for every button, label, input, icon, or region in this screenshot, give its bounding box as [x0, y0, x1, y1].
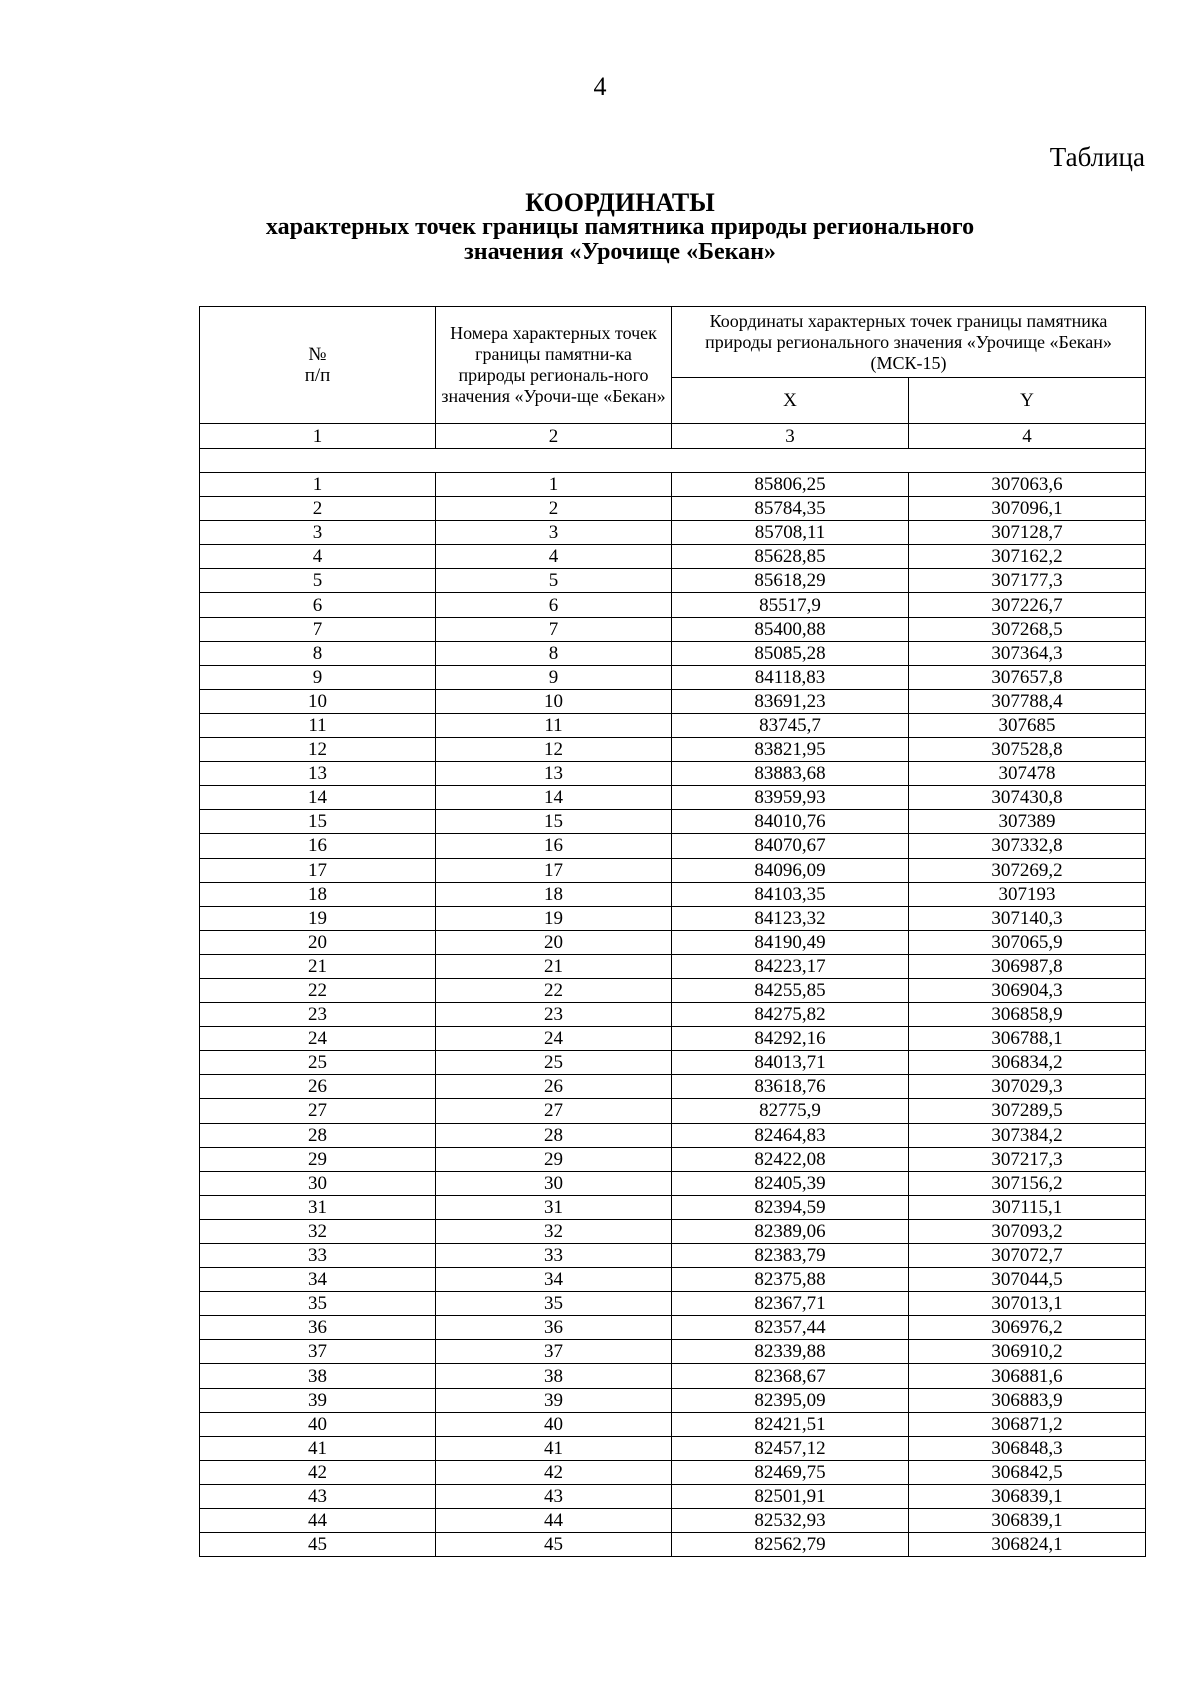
cell-row-number: 10	[200, 689, 436, 713]
cell-point-number: 41	[436, 1436, 672, 1460]
cell-point-number: 33	[436, 1244, 672, 1268]
cell-y: 307332,8	[909, 834, 1146, 858]
cell-row-number: 5	[200, 569, 436, 593]
cell-y: 307013,1	[909, 1292, 1146, 1316]
cell-x: 85628,85	[672, 545, 909, 569]
cell-x: 84123,32	[672, 906, 909, 930]
cell-x: 82339,88	[672, 1340, 909, 1364]
cell-point-number: 11	[436, 713, 672, 737]
table-row	[200, 978, 1146, 1002]
cell-row-number: 20	[200, 930, 436, 954]
table-row	[200, 641, 1146, 665]
cell-y: 307384,2	[909, 1123, 1146, 1147]
table-row	[200, 713, 1146, 737]
cell-y: 307364,3	[909, 641, 1146, 665]
cell-y: 307478	[909, 762, 1146, 786]
cell-y: 307093,2	[909, 1219, 1146, 1243]
cell-row-number: 41	[200, 1436, 436, 1460]
cell-point-number: 5	[436, 569, 672, 593]
cell-x: 84070,67	[672, 834, 909, 858]
cell-x: 84103,35	[672, 882, 909, 906]
cell-row-number: 45	[200, 1533, 436, 1557]
cell-point-number: 34	[436, 1268, 672, 1292]
cell-row-number: 42	[200, 1460, 436, 1484]
cell-point-number: 1	[436, 473, 672, 497]
cell-point-number: 35	[436, 1292, 672, 1316]
cell-y: 307156,2	[909, 1171, 1146, 1195]
table-row	[200, 1316, 1146, 1340]
cell-y: 306883,9	[909, 1388, 1146, 1412]
cell-row-number: 19	[200, 906, 436, 930]
cell-y: 306976,2	[909, 1316, 1146, 1340]
cell-row-number: 28	[200, 1123, 436, 1147]
cell-row-number: 8	[200, 641, 436, 665]
cell-y: 306904,3	[909, 978, 1146, 1002]
cell-row-number: 16	[200, 834, 436, 858]
cell-x: 83745,7	[672, 713, 909, 737]
table-row	[200, 497, 1146, 521]
cell-row-number: 43	[200, 1484, 436, 1508]
empty-cell	[200, 449, 1146, 473]
cell-point-number: 45	[436, 1533, 672, 1557]
cell-x: 83883,68	[672, 762, 909, 786]
table-row	[200, 1509, 1146, 1533]
cell-point-number: 23	[436, 1003, 672, 1027]
cell-x: 82775,9	[672, 1099, 909, 1123]
cell-x: 84096,09	[672, 858, 909, 882]
cell-row-number: 23	[200, 1003, 436, 1027]
cell-point-number: 25	[436, 1051, 672, 1075]
table-row	[200, 1219, 1146, 1243]
cell-y: 307065,9	[909, 930, 1146, 954]
cell-x: 84255,85	[672, 978, 909, 1002]
table-title	[180, 190, 1060, 265]
table-row	[200, 1484, 1146, 1508]
table-row	[200, 473, 1146, 497]
column-index-row	[200, 424, 1146, 449]
cell-point-number: 4	[436, 545, 672, 569]
cell-point-number: 21	[436, 954, 672, 978]
cell-row-number: 6	[200, 593, 436, 617]
cell-x: 85085,28	[672, 641, 909, 665]
cell-point-number: 32	[436, 1219, 672, 1243]
cell-y: 306881,6	[909, 1364, 1146, 1388]
table-row	[200, 1412, 1146, 1436]
cell-row-number: 11	[200, 713, 436, 737]
cell-row-number: 7	[200, 617, 436, 641]
cell-y: 306842,5	[909, 1460, 1146, 1484]
coordinates-table	[199, 306, 1146, 1557]
cell-y: 307217,3	[909, 1147, 1146, 1171]
header-row-number: № п/п	[200, 307, 436, 424]
column-index: 2	[436, 424, 672, 449]
cell-point-number: 22	[436, 978, 672, 1002]
cell-x: 82469,75	[672, 1460, 909, 1484]
cell-x: 85400,88	[672, 617, 909, 641]
cell-y: 306839,1	[909, 1509, 1146, 1533]
cell-point-number: 7	[436, 617, 672, 641]
cell-row-number: 33	[200, 1244, 436, 1268]
table-row	[200, 834, 1146, 858]
cell-point-number: 40	[436, 1412, 672, 1436]
cell-x: 83691,23	[672, 689, 909, 713]
cell-row-number: 25	[200, 1051, 436, 1075]
cell-y: 307162,2	[909, 545, 1146, 569]
cell-point-number: 36	[436, 1316, 672, 1340]
cell-row-number: 44	[200, 1509, 436, 1533]
table-row	[200, 665, 1146, 689]
cell-row-number: 36	[200, 1316, 436, 1340]
title-line-1: КООРДИНАТЫ	[525, 188, 715, 217]
cell-x: 85784,35	[672, 497, 909, 521]
empty-row	[200, 449, 1146, 473]
cell-x: 85806,25	[672, 473, 909, 497]
cell-point-number: 39	[436, 1388, 672, 1412]
table-row	[200, 689, 1146, 713]
cell-point-number: 29	[436, 1147, 672, 1171]
table-row	[200, 1436, 1146, 1460]
cell-row-number: 31	[200, 1195, 436, 1219]
cell-x: 82532,93	[672, 1509, 909, 1533]
cell-y: 307177,3	[909, 569, 1146, 593]
table-row	[200, 1460, 1146, 1484]
cell-row-number: 17	[200, 858, 436, 882]
cell-row-number: 13	[200, 762, 436, 786]
cell-y: 306987,8	[909, 954, 1146, 978]
cell-point-number: 31	[436, 1195, 672, 1219]
cell-y: 307140,3	[909, 906, 1146, 930]
title-line-3: значения «Урочище «Бекан»	[464, 239, 776, 265]
table-row	[200, 906, 1146, 930]
cell-y: 307096,1	[909, 497, 1146, 521]
cell-point-number: 8	[436, 641, 672, 665]
table-row	[200, 738, 1146, 762]
column-index: 1	[200, 424, 436, 449]
cell-y: 306910,2	[909, 1340, 1146, 1364]
cell-x: 82405,39	[672, 1171, 909, 1195]
page-number: 4	[593, 72, 607, 101]
cell-y: 307044,5	[909, 1268, 1146, 1292]
table-row	[200, 954, 1146, 978]
cell-y: 307528,8	[909, 738, 1146, 762]
cell-y: 307063,6	[909, 473, 1146, 497]
cell-y: 306848,3	[909, 1436, 1146, 1460]
cell-x: 84118,83	[672, 665, 909, 689]
cell-row-number: 12	[200, 738, 436, 762]
cell-x: 82357,44	[672, 1316, 909, 1340]
cell-x: 85618,29	[672, 569, 909, 593]
cell-x: 83959,93	[672, 786, 909, 810]
cell-y: 306871,2	[909, 1412, 1146, 1436]
table-row	[200, 1099, 1146, 1123]
table-row	[200, 858, 1146, 882]
cell-x: 82562,79	[672, 1533, 909, 1557]
cell-point-number: 44	[436, 1509, 672, 1533]
cell-point-number: 43	[436, 1484, 672, 1508]
cell-point-number: 3	[436, 521, 672, 545]
cell-y: 307193	[909, 882, 1146, 906]
cell-y: 307115,1	[909, 1195, 1146, 1219]
cell-x: 82367,71	[672, 1292, 909, 1316]
table-row	[200, 1027, 1146, 1051]
cell-point-number: 2	[436, 497, 672, 521]
cell-point-number: 13	[436, 762, 672, 786]
column-index: 4	[909, 424, 1146, 449]
cell-point-number: 42	[436, 1460, 672, 1484]
cell-row-number: 30	[200, 1171, 436, 1195]
cell-point-number: 30	[436, 1171, 672, 1195]
cell-point-number: 26	[436, 1075, 672, 1099]
cell-row-number: 38	[200, 1364, 436, 1388]
cell-row-number: 14	[200, 786, 436, 810]
table-row	[200, 521, 1146, 545]
cell-row-number: 27	[200, 1099, 436, 1123]
cell-row-number: 9	[200, 665, 436, 689]
cell-x: 82383,79	[672, 1244, 909, 1268]
cell-y: 307029,3	[909, 1075, 1146, 1099]
cell-x: 84190,49	[672, 930, 909, 954]
table-row	[200, 569, 1146, 593]
cell-row-number: 32	[200, 1219, 436, 1243]
cell-point-number: 24	[436, 1027, 672, 1051]
cell-x: 85517,9	[672, 593, 909, 617]
cell-x: 82368,67	[672, 1364, 909, 1388]
table-row	[200, 1533, 1146, 1557]
cell-y: 306788,1	[909, 1027, 1146, 1051]
cell-row-number: 26	[200, 1075, 436, 1099]
cell-x: 82422,08	[672, 1147, 909, 1171]
cell-x: 84013,71	[672, 1051, 909, 1075]
cell-y: 307685	[909, 713, 1146, 737]
table-row	[200, 1388, 1146, 1412]
cell-point-number: 6	[436, 593, 672, 617]
header-x: X	[672, 378, 909, 424]
table-row	[200, 1171, 1146, 1195]
table-row	[200, 593, 1146, 617]
table-row	[200, 1244, 1146, 1268]
cell-y: 307072,7	[909, 1244, 1146, 1268]
table-row	[200, 1051, 1146, 1075]
cell-point-number: 18	[436, 882, 672, 906]
cell-point-number: 14	[436, 786, 672, 810]
cell-row-number: 39	[200, 1388, 436, 1412]
cell-x: 84223,17	[672, 954, 909, 978]
cell-row-number: 2	[200, 497, 436, 521]
cell-x: 84010,76	[672, 810, 909, 834]
column-index: 3	[672, 424, 909, 449]
table-row	[200, 1123, 1146, 1147]
cell-x: 83618,76	[672, 1075, 909, 1099]
cell-y: 307128,7	[909, 521, 1146, 545]
table-row	[200, 1364, 1146, 1388]
title-line-2: характерных точек границы памятника природы регионального	[265, 214, 975, 240]
cell-point-number: 15	[436, 810, 672, 834]
cell-row-number: 18	[200, 882, 436, 906]
cell-x: 82395,09	[672, 1388, 909, 1412]
table-row	[200, 1147, 1146, 1171]
cell-y: 306839,1	[909, 1484, 1146, 1508]
table-body	[200, 473, 1146, 1557]
cell-row-number: 15	[200, 810, 436, 834]
cell-y: 307289,5	[909, 1099, 1146, 1123]
cell-x: 82389,06	[672, 1219, 909, 1243]
cell-row-number: 4	[200, 545, 436, 569]
table-row	[200, 1195, 1146, 1219]
cell-row-number: 34	[200, 1268, 436, 1292]
cell-y: 307788,4	[909, 689, 1146, 713]
cell-point-number: 28	[436, 1123, 672, 1147]
cell-row-number: 1	[200, 473, 436, 497]
cell-x: 84275,82	[672, 1003, 909, 1027]
table-row	[200, 930, 1146, 954]
cell-x: 85708,11	[672, 521, 909, 545]
cell-point-number: 9	[436, 665, 672, 689]
cell-y: 306834,2	[909, 1051, 1146, 1075]
table-row	[200, 810, 1146, 834]
cell-row-number: 40	[200, 1412, 436, 1436]
cell-row-number: 21	[200, 954, 436, 978]
cell-x: 82421,51	[672, 1412, 909, 1436]
table-label: Таблица	[1049, 142, 1145, 172]
cell-y: 307430,8	[909, 786, 1146, 810]
cell-row-number: 22	[200, 978, 436, 1002]
cell-y: 307269,2	[909, 858, 1146, 882]
cell-point-number: 27	[436, 1099, 672, 1123]
table-row	[200, 786, 1146, 810]
cell-point-number: 17	[436, 858, 672, 882]
cell-point-number: 37	[436, 1340, 672, 1364]
table-row	[200, 1268, 1146, 1292]
cell-point-number: 20	[436, 930, 672, 954]
table-row	[200, 545, 1146, 569]
table-row	[200, 1292, 1146, 1316]
cell-point-number: 16	[436, 834, 672, 858]
cell-row-number: 35	[200, 1292, 436, 1316]
cell-y: 306858,9	[909, 1003, 1146, 1027]
cell-y: 307268,5	[909, 617, 1146, 641]
cell-x: 82457,12	[672, 1436, 909, 1460]
cell-y: 306824,1	[909, 1533, 1146, 1557]
cell-row-number: 29	[200, 1147, 436, 1171]
cell-point-number: 12	[436, 738, 672, 762]
table-row	[200, 762, 1146, 786]
table-row	[200, 617, 1146, 641]
table-row	[200, 1003, 1146, 1027]
cell-row-number: 24	[200, 1027, 436, 1051]
cell-x: 82464,83	[672, 1123, 909, 1147]
cell-x: 82394,59	[672, 1195, 909, 1219]
cell-y: 307389	[909, 810, 1146, 834]
table-row	[200, 1340, 1146, 1364]
cell-x: 83821,95	[672, 738, 909, 762]
header-coordinates: Координаты характерных точек границы памятника природы регионального значения «Урочище «Бекан» (МСК-15)	[672, 307, 1146, 378]
cell-x: 82375,88	[672, 1268, 909, 1292]
cell-x: 82501,91	[672, 1484, 909, 1508]
cell-point-number: 10	[436, 689, 672, 713]
cell-y: 307226,7	[909, 593, 1146, 617]
cell-point-number: 38	[436, 1364, 672, 1388]
table-row	[200, 882, 1146, 906]
cell-point-number: 19	[436, 906, 672, 930]
cell-x: 84292,16	[672, 1027, 909, 1051]
table-row	[200, 1075, 1146, 1099]
cell-y: 307657,8	[909, 665, 1146, 689]
cell-row-number: 37	[200, 1340, 436, 1364]
cell-row-number: 3	[200, 521, 436, 545]
header-y: Y	[909, 378, 1146, 424]
header-point-number: Номера характерных точек границы памятни-ка природы региональ-ного значения «Урочи-ще «Бекан»	[436, 307, 672, 424]
